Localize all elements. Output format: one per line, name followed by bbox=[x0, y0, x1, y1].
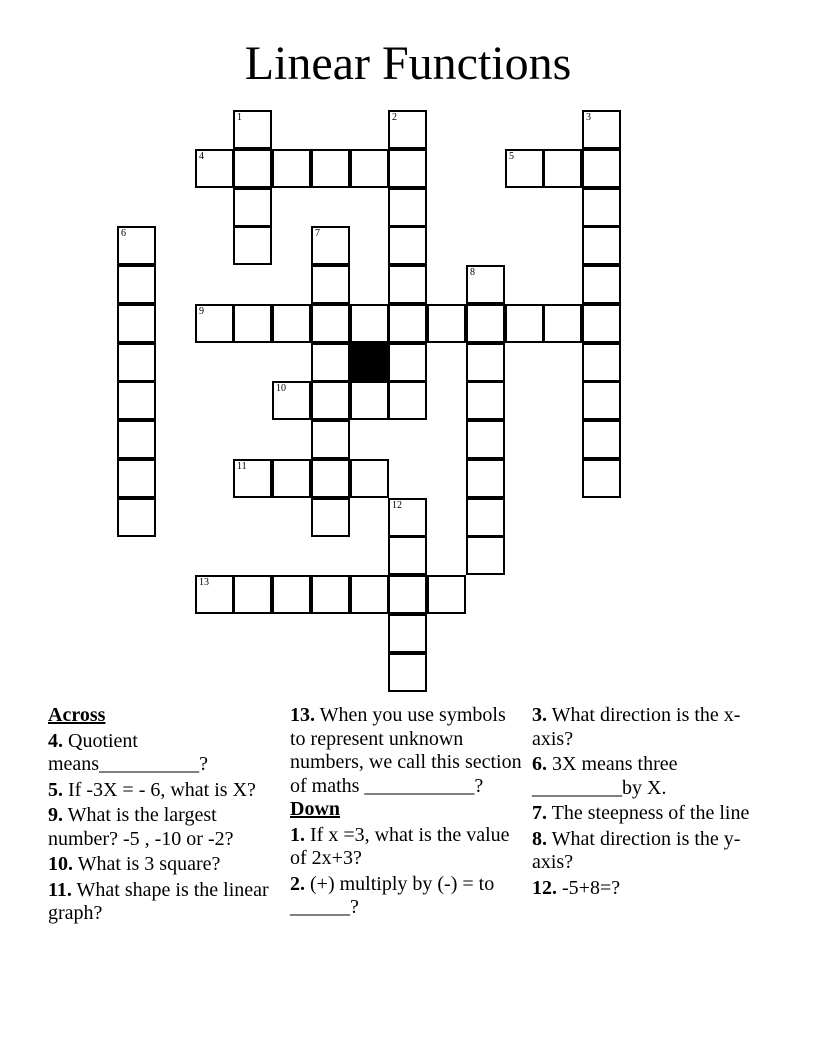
crossword-cell[interactable] bbox=[582, 459, 621, 498]
clue-down-6: 6. 3X means three _________by X. bbox=[532, 753, 678, 799]
clue-number: 6 bbox=[121, 228, 126, 239]
down-heading: Down bbox=[290, 798, 341, 820]
clues-column-2 bbox=[290, 704, 522, 920]
crossword-cell[interactable] bbox=[466, 459, 505, 498]
crossword-cell[interactable] bbox=[466, 304, 505, 343]
crossword-cell[interactable] bbox=[582, 110, 621, 149]
crossword-cell[interactable] bbox=[272, 575, 311, 614]
crossword-cell[interactable] bbox=[388, 653, 427, 692]
crossword-cell[interactable] bbox=[582, 265, 621, 304]
crossword-cell[interactable] bbox=[466, 343, 505, 382]
clue-across-11: 11. What shape is the linear graph? bbox=[48, 878, 269, 924]
clue-number: 11 bbox=[237, 461, 247, 472]
crossword-cell[interactable] bbox=[311, 498, 350, 537]
crossword-cell[interactable] bbox=[350, 304, 389, 343]
clue-number: 10 bbox=[276, 383, 286, 394]
crossword-cell[interactable] bbox=[350, 575, 389, 614]
crossword-cell[interactable] bbox=[117, 343, 156, 382]
crossword-cell[interactable] bbox=[427, 575, 466, 614]
crossword-cell[interactable] bbox=[466, 420, 505, 459]
crossword-cell[interactable] bbox=[388, 149, 427, 188]
crossword-cell[interactable] bbox=[582, 149, 621, 188]
crossword-cell[interactable] bbox=[388, 614, 427, 653]
clue-down-12: 12. -5+8=? bbox=[532, 876, 621, 899]
crossword-cell[interactable] bbox=[388, 343, 427, 382]
crossword-cell[interactable] bbox=[505, 149, 544, 188]
crossword-cell[interactable] bbox=[350, 459, 389, 498]
crossword-cell[interactable] bbox=[311, 304, 350, 343]
crossword-cell[interactable] bbox=[195, 149, 234, 188]
page-title: Linear Functions bbox=[244, 37, 572, 90]
crossword-cell[interactable] bbox=[350, 381, 389, 420]
crossword-cell[interactable] bbox=[233, 188, 272, 227]
crossword-cell[interactable] bbox=[117, 498, 156, 537]
crossword-cell[interactable] bbox=[311, 575, 350, 614]
crossword-cell[interactable] bbox=[466, 265, 505, 304]
clue-number: 12 bbox=[392, 500, 402, 511]
crossword-cell[interactable] bbox=[311, 420, 350, 459]
across-heading: Across bbox=[48, 704, 106, 726]
crossword-cell[interactable] bbox=[233, 149, 272, 188]
clue-number: 3 bbox=[586, 112, 591, 123]
crossword-cell[interactable] bbox=[117, 459, 156, 498]
crossword-cell[interactable] bbox=[388, 498, 427, 537]
crossword-cell[interactable] bbox=[388, 381, 427, 420]
crossword-cell[interactable] bbox=[582, 304, 621, 343]
crossword-cell[interactable] bbox=[233, 459, 272, 498]
crossword-cell[interactable] bbox=[388, 226, 427, 265]
crossword-black-cell bbox=[350, 343, 389, 382]
crossword-cell[interactable] bbox=[505, 304, 544, 343]
clues-column-3 bbox=[532, 704, 764, 900]
crossword-cell[interactable] bbox=[311, 459, 350, 498]
crossword-cell[interactable] bbox=[388, 536, 427, 575]
clue-down-1: 1. If x =3, what is the value of 2x+3? bbox=[290, 823, 510, 869]
crossword-cell[interactable] bbox=[466, 536, 505, 575]
clue-down-3: 3. What direction is the x-axis? bbox=[532, 704, 741, 750]
crossword-cell[interactable] bbox=[233, 304, 272, 343]
crossword-cell[interactable] bbox=[272, 304, 311, 343]
crossword-cell[interactable] bbox=[427, 304, 466, 343]
crossword-cell[interactable] bbox=[350, 149, 389, 188]
clue-down-8: 8. What direction is the y-axis? bbox=[532, 827, 741, 873]
crossword-cell[interactable] bbox=[388, 110, 427, 149]
crossword-cell[interactable] bbox=[311, 226, 350, 265]
clue-number: 4 bbox=[199, 151, 204, 162]
crossword-cell[interactable] bbox=[582, 381, 621, 420]
clue-number: 5 bbox=[509, 151, 514, 162]
clue-across-10: 10. What is 3 square? bbox=[48, 853, 221, 875]
crossword-cell[interactable] bbox=[311, 343, 350, 382]
crossword-cell[interactable] bbox=[582, 420, 621, 459]
clue-number: 13 bbox=[199, 577, 209, 588]
crossword-cell[interactable] bbox=[582, 343, 621, 382]
crossword-cell[interactable] bbox=[311, 149, 350, 188]
crossword-cell[interactable] bbox=[388, 188, 427, 227]
crossword-cell[interactable] bbox=[543, 149, 582, 188]
crossword-cell[interactable] bbox=[582, 226, 621, 265]
crossword-cell[interactable] bbox=[388, 304, 427, 343]
crossword-cell[interactable] bbox=[311, 381, 350, 420]
clue-number: 8 bbox=[470, 267, 475, 278]
clue-number: 1 bbox=[237, 112, 242, 123]
clues-column-1 bbox=[48, 704, 280, 926]
crossword-cell[interactable] bbox=[272, 459, 311, 498]
clue-across-4: 4. Quotient means__________? bbox=[48, 729, 208, 775]
clue-number: 2 bbox=[392, 112, 397, 123]
crossword-cell[interactable] bbox=[466, 498, 505, 537]
clue-across-13: 13. When you use symbols to represent unknown numbers, we call this section of maths ___________? bbox=[290, 704, 522, 797]
crossword-cell[interactable] bbox=[117, 420, 156, 459]
crossword-cell[interactable] bbox=[117, 381, 156, 420]
crossword-cell[interactable] bbox=[233, 575, 272, 614]
crossword-cell[interactable] bbox=[233, 110, 272, 149]
crossword-cell[interactable] bbox=[117, 304, 156, 343]
crossword-cell[interactable] bbox=[117, 226, 156, 265]
clue-across-5: 5. If -3X = - 6, what is X? bbox=[48, 778, 256, 801]
crossword-cell[interactable] bbox=[582, 188, 621, 227]
clue-down-2: 2. (+) multiply by (-) = to ______? bbox=[290, 872, 495, 918]
crossword-cell[interactable] bbox=[272, 149, 311, 188]
clue-across-9: 9. What is the largest number? -5 , -10 or -2? bbox=[48, 804, 234, 850]
clue-down-7: 7. The steepness of the line bbox=[532, 802, 750, 824]
crossword-cell[interactable] bbox=[272, 381, 311, 420]
crossword-cell[interactable] bbox=[466, 381, 505, 420]
crossword-cell[interactable] bbox=[195, 304, 234, 343]
clue-number: 7 bbox=[315, 228, 320, 239]
crossword-cell[interactable] bbox=[388, 575, 427, 614]
clue-number: 9 bbox=[199, 306, 204, 317]
crossword-cell[interactable] bbox=[195, 575, 234, 614]
crossword-cell[interactable] bbox=[543, 304, 582, 343]
crossword-cell[interactable] bbox=[388, 265, 427, 304]
crossword-cell[interactable] bbox=[233, 226, 272, 265]
crossword-cell[interactable] bbox=[311, 265, 350, 304]
crossword-cell[interactable] bbox=[117, 265, 156, 304]
